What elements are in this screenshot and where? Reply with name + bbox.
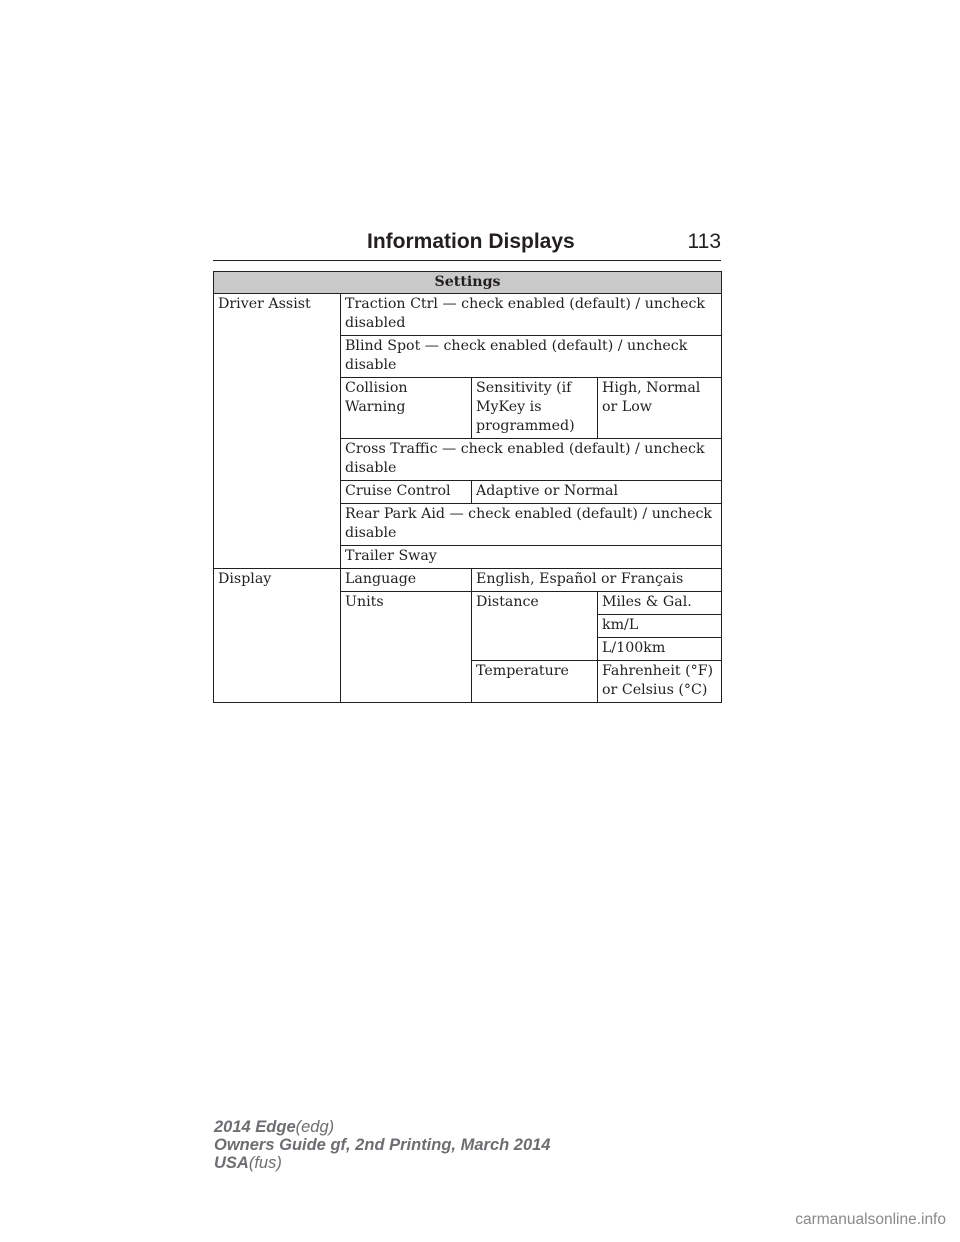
group-spacer [214, 504, 341, 546]
table-row [214, 592, 722, 615]
group-spacer [214, 661, 341, 703]
blind-spot-setting: Blind Spot — check enabled (default) / uncheck disable [341, 336, 722, 378]
group-spacer [472, 638, 598, 661]
model-code: (edg) [295, 1118, 335, 1136]
language-label: Language [341, 569, 472, 592]
group-spacer [341, 638, 472, 661]
driver-assist-label: Driver Assist [214, 294, 341, 336]
rear-park-aid-setting: Rear Park Aid — check enabled (default) / uncheck disable [341, 504, 722, 546]
footer-line [214, 1154, 551, 1172]
temperature-options: Fahrenheit (°F) or Celsius (°C) [598, 661, 722, 703]
table-row [214, 481, 722, 504]
temperature-label: Temperature [472, 661, 598, 703]
distance-option: km/L [598, 615, 722, 638]
group-spacer [214, 336, 341, 378]
traction-control-setting: Traction Ctrl — check enabled (default) / uncheck disabled [341, 294, 722, 336]
model-name: 2014 Edge [214, 1118, 296, 1136]
group-spacer [214, 592, 341, 615]
page-number: 113 [687, 230, 721, 253]
section-title: Information Displays [367, 230, 575, 253]
table-heading: Settings [214, 272, 722, 294]
market-code: (fus) [248, 1154, 282, 1172]
document-footer [214, 1118, 551, 1172]
units-label: Units [341, 592, 472, 615]
group-spacer [214, 439, 341, 481]
watermark: carmanualsonline.info [795, 1211, 946, 1228]
table-row [214, 615, 722, 638]
footer-line: Owners Guide gf, 2nd Printing, March 2014 [214, 1136, 551, 1154]
group-spacer [472, 615, 598, 638]
table-row [214, 546, 722, 569]
distance-option: Miles & Gal. [598, 592, 722, 615]
distance-option: L/100km [598, 638, 722, 661]
table-row [214, 294, 722, 336]
market-name: USA [214, 1154, 249, 1172]
group-spacer [341, 615, 472, 638]
group-spacer [341, 661, 472, 703]
table-row [214, 378, 722, 439]
language-options: English, Español or Français [472, 569, 722, 592]
trailer-sway-setting: Trailer Sway [341, 546, 722, 569]
cruise-control-label: Cruise Control [341, 481, 472, 504]
table-row [214, 439, 722, 481]
group-spacer [214, 638, 341, 661]
table-row [214, 504, 722, 546]
settings-table [213, 271, 722, 703]
group-spacer [214, 378, 341, 439]
collision-warning-label: Collision Warning [341, 378, 472, 439]
table-row [214, 569, 722, 592]
cross-traffic-setting: Cross Traffic — check enabled (default) / uncheck disable [341, 439, 722, 481]
group-spacer [214, 481, 341, 504]
table-heading-row [214, 272, 722, 294]
display-label: Display [214, 569, 341, 592]
table-row [214, 638, 722, 661]
group-spacer [214, 546, 341, 569]
footer-line [214, 1118, 551, 1136]
table-row [214, 661, 722, 703]
group-spacer [214, 615, 341, 638]
cruise-control-options: Adaptive or Normal [472, 481, 722, 504]
sensitivity-label: Sensitivity (if MyKey is programmed) [472, 378, 598, 439]
page-header [213, 226, 721, 261]
table-row [214, 336, 722, 378]
sensitivity-options: High, Normal or Low [598, 378, 722, 439]
distance-label: Distance [472, 592, 598, 615]
